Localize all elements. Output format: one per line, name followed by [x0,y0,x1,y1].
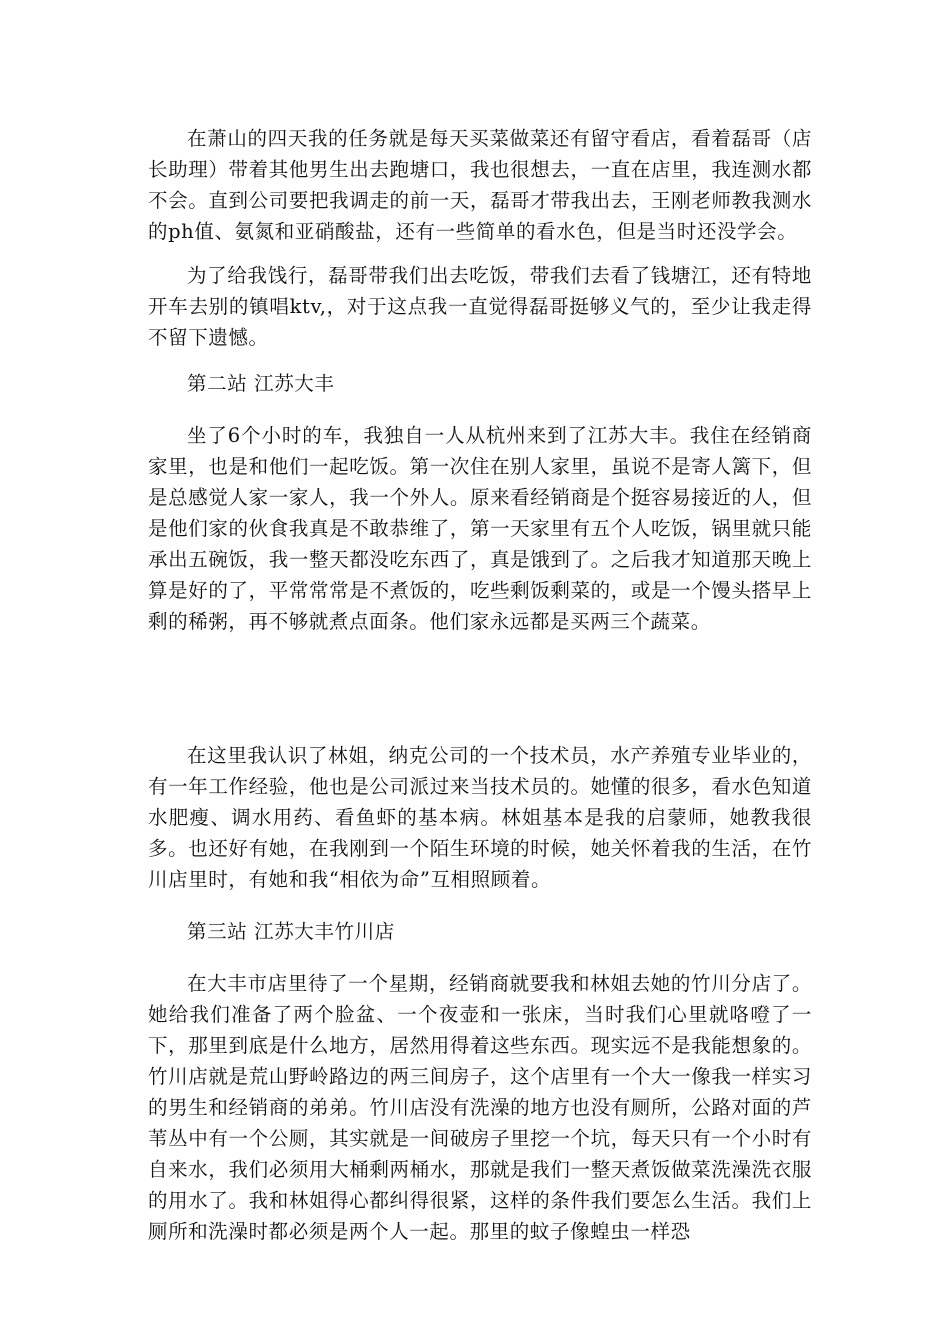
paragraph-farewell-dinner: 为了给我饯行，磊哥带我们出去吃饭，带我们去看了钱塘江，还有特地开车去别的镇唱ktv,，对于这点我一直觉得磊哥挺够义气的，至少让我走得不留下遗憾。 [148,264,812,349]
paragraph-dafeng-arrival: 坐了6个小时的车，我独自一人从杭州来到了江苏大丰。我住在经销商家里，也是和他们一起吃饭。第一次住在别人家里，虽说不是寄人篱下，但是总感觉人家一家人，我一个外人。原来看经销商是个挺容易接近的人，但是他们家的伙食我真是不敢恭维了，第一天家里有五个人吃饭，锅里就只能承出五碗饭，我一整天都没吃东西了，真是饿到了。之后我才知道那天晚上算是好的了，平常常常是不煮饭的，吃些剩饭剩菜的，或是一个馒头搭早上剩的稀粥，再不够就煮点面条。他们家永远都是买两三个蔬菜。 [148,424,812,633]
paragraph-xiaoshan-tasks: 在萧山的四天我的任务就是每天买菜做菜还有留守看店，看着磊哥（店长助理）带着其他男生出去跑塘口，我也很想去，一直在店里，我连测水都不会。直到公司要把我调走的前一天，磊哥才带我出去，王刚老师教我测水的ph值、氨氮和亚硝酸盐，还有一些简单的看水色，但是当时还没学会。 [148,127,812,243]
paragraph-sister-lin: 在这里我认识了林姐，纳克公司的一个技术员，水产养殖专业毕业的，有一年工作经验，他也是公司派过来当技术员的。她懂的很多，看水色知道水肥瘦、调水用药、看鱼虾的基本病。林姐基本是我的启蒙师，她教我很多。也还好有她，在我刚到一个陌生环境的时候，她关怀着我的生活，在竹川店里时，有她和我“相依为命”互相照顾着。 [148,744,812,891]
paragraph-zhuchuan-store: 在大丰市店里待了一个星期，经销商就要我和林姐去她的竹川分店了。她给我们准备了两个脸盆、一个夜壶和一张床，当时我们心里就咯噔了一下，那里到底是什么地方，居然用得着这些东西。现实远不是我能想象的。竹川店就是荒山野岭路边的两三间房子，这个店里有一个大一像我一样实习的男生和经销商的弟弟。竹川店没有洗澡的地方也没有厕所，公路对面的芦苇丛中有一个公厕，其实就是一间破房子里挖一个坑，每天只有一个小时有自来水，我们必须用大桶剩两桶水，那就是我们一整天煮饭做菜洗澡洗衣服的用水了。我和林姐得心都纠得很紧，这样的条件我们要怎么生活。我们上厕所和洗澡时都必须是两个人一起。那里的蚊子像蝗虫一样恐 [148,972,812,1243]
heading-station-2: 第二站 江苏大丰 [187,372,335,395]
heading-station-3: 第三站 江苏大丰竹川店 [187,920,395,943]
